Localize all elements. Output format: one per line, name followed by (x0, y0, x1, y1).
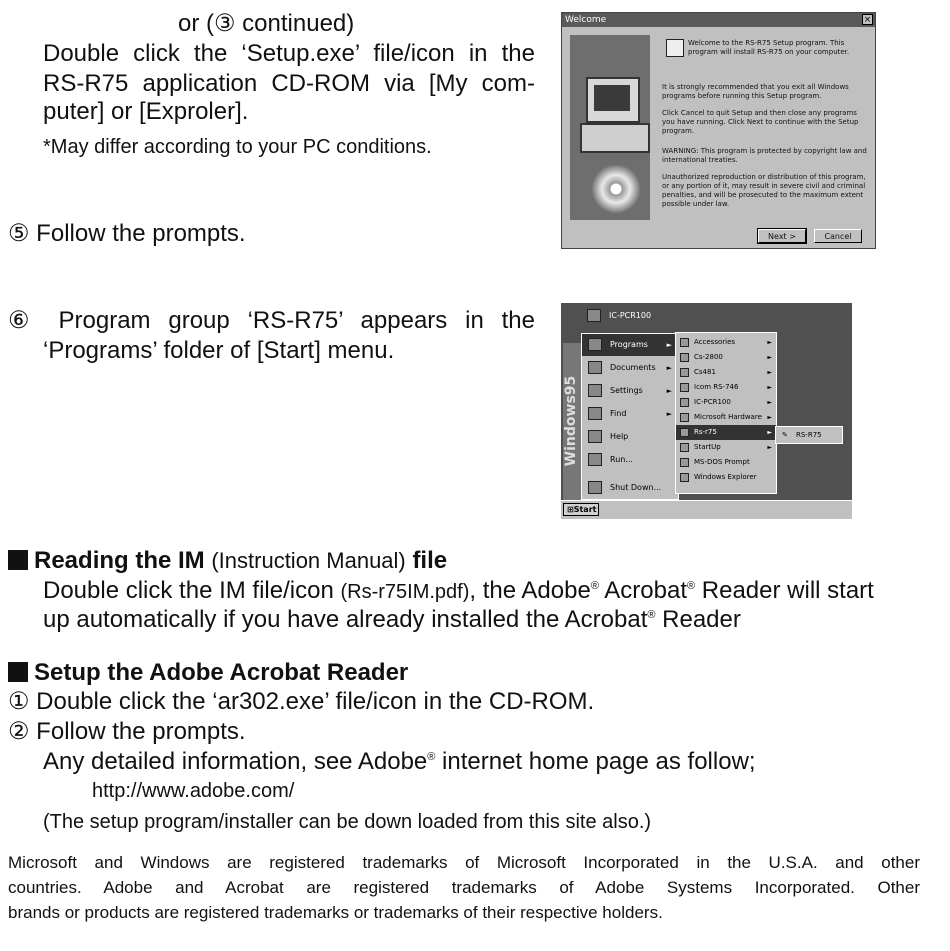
menu-item-settings[interactable]: Settings ► (582, 380, 678, 402)
submenu-item-icom-rs746[interactable]: Icom RS-746 ► (676, 380, 776, 395)
ic-pcr100-icon (587, 309, 601, 322)
close-icon[interactable]: × (863, 15, 872, 25)
menu-item-programs[interactable]: Programs ► (582, 334, 678, 356)
submenu-item-cs481[interactable]: Cs481 ► (676, 365, 776, 380)
reading-line2 (43, 606, 741, 634)
folder-icon (680, 383, 689, 392)
taskbar (561, 500, 852, 519)
step6-line2: ‘Programs’ folder of [Start] menu. (43, 337, 395, 364)
programs-submenu (675, 332, 777, 494)
reading-l1-d: Reader will start (695, 577, 874, 604)
start-menu-panel (581, 333, 679, 500)
footer-line1: Microsoft and Windows are registered trademarks of Microsoft Incorporated in the U.S.A. and other (8, 853, 920, 872)
registered-mark: ® (590, 580, 599, 592)
setup-step2: ② Follow the prompts. (8, 718, 246, 745)
menu-item-documents[interactable]: Documents ► (582, 357, 678, 379)
footer-line2: countries. Adobe and Acrobat are registered trademarks of Adobe Systems Incorporated. Other (8, 878, 920, 897)
submenu-item-windows-explorer[interactable]: Windows Explorer (676, 470, 776, 485)
setup-download-note: (The setup program/installer can be down loaded from this site also.) (43, 811, 652, 833)
adobe-url-link[interactable]: http://www.adobe.com/ (92, 780, 295, 802)
help-icon (588, 430, 602, 443)
reading-title-paren: (Instruction Manual) (211, 548, 406, 573)
folder-icon (680, 413, 689, 422)
find-icon (588, 407, 602, 420)
step3-note: *May differ according to your PC conditions. (43, 136, 432, 158)
dialog-warning-text: WARNING: This program is protected by copyright law and international treaties. (662, 147, 867, 164)
arrow-right-icon: ► (666, 364, 672, 372)
menu-item-find[interactable]: Find ► (582, 403, 678, 425)
explorer-icon (680, 473, 689, 482)
cancel-button[interactable]: Cancel (814, 229, 862, 243)
folder-icon (680, 338, 689, 347)
dialog-title: Welcome (565, 15, 607, 25)
reading-l1-a: Double click the IM file/icon (43, 577, 334, 604)
reading-l2-a: up automatically if you have already installed the Acrobat (43, 606, 648, 633)
documents-icon (588, 361, 602, 374)
reading-l1-b: , the Adobe (469, 577, 591, 604)
reading-line1 (43, 577, 874, 606)
dialog-titlebar (562, 13, 875, 27)
folder-icon (680, 368, 689, 377)
next-button[interactable]: Next > (758, 229, 806, 243)
registered-mark: ® (427, 751, 436, 763)
footer-line3: brands or products are registered trademarks or trademarks of their respective holders. (8, 903, 663, 922)
start-button[interactable]: ⊞Start (563, 503, 599, 516)
section-bullet-icon (8, 662, 28, 682)
arrow-right-icon: ► (767, 429, 772, 436)
dialog-welcome-text: Welcome to the RS-R75 Setup program. This program will install RS-R75 on your computer. (688, 39, 850, 56)
registered-mark: ® (687, 580, 696, 592)
arrow-right-icon: ► (767, 414, 772, 421)
arrow-right-icon: ► (666, 341, 672, 349)
submenu-item-accessories[interactable]: Accessories ► (676, 335, 776, 350)
reading-title-bold: Reading the IM (34, 547, 205, 574)
computer-base-icon (580, 123, 650, 153)
dialog-cancel-text: Click Cancel to quit Setup and then close any programs you have running. Click Next to continue with the Setup program. (662, 109, 859, 135)
arrow-right-icon: ► (767, 384, 772, 391)
submenu-item-ms-dos-prompt[interactable]: MS-DOS Prompt (676, 455, 776, 470)
setup-artwork (570, 35, 650, 220)
submenu-item-ic-pcr100[interactable]: IC-PCR100 ► (676, 395, 776, 410)
submenu-item-rs-r75[interactable]: Rs-r75 ► (676, 425, 776, 440)
folder-icon (680, 353, 689, 362)
setup-computer-icon (666, 39, 684, 57)
start-menu-screenshot (561, 303, 852, 518)
folder-icon (680, 398, 689, 407)
folder-icon (680, 428, 689, 437)
cd-rom-icon (592, 165, 640, 213)
windows-logo-icon: ⊞ (567, 505, 574, 514)
arrow-right-icon: ► (666, 387, 672, 395)
setup-info-line (43, 748, 756, 776)
settings-icon (588, 384, 602, 397)
step6-line1: ⑥ Program group ‘RS-R75’ appears in the (8, 307, 535, 334)
menu-item-shut-down[interactable]: Shut Down... (582, 477, 678, 499)
submenu-item-cs2800[interactable]: Cs-2800 ► (676, 350, 776, 365)
welcome-dialog-screenshot (561, 12, 876, 249)
folder-icon (680, 443, 689, 452)
section-bullet-icon (8, 550, 28, 570)
run-icon (588, 453, 602, 466)
windows95-banner (563, 343, 581, 503)
programs-icon (588, 338, 602, 351)
arrow-right-icon: ► (767, 354, 772, 361)
reading-l1-c: Acrobat (598, 577, 687, 604)
dialog-recommend-text: It is strongly recommended that you exit all Windows programs before running this Setup program. (662, 83, 849, 100)
step3-line3: puter] or [Exproler]. (43, 98, 249, 125)
arrow-right-icon: ► (666, 410, 672, 418)
step3-line2: RS-R75 application CD-ROM via [My com- (43, 70, 535, 97)
submenu-item-startup[interactable]: StartUp ► (676, 440, 776, 455)
reading-title-file: file (412, 547, 448, 574)
setup-info-a: Any detailed information, see Adobe (43, 748, 428, 775)
arrow-right-icon: ► (767, 444, 772, 451)
rs-r75-submenu-item[interactable]: ✎ RS-R75 (775, 426, 843, 444)
submenu-item-microsoft-hardware[interactable]: Microsoft Hardware ► (676, 410, 776, 425)
step3-continued-heading: or (③ continued) (178, 10, 355, 37)
shut-down-icon (588, 481, 602, 494)
arrow-right-icon: ► (767, 399, 772, 406)
reading-l2-b: Reader (655, 606, 741, 633)
menu-item-help[interactable]: Help (582, 426, 678, 448)
menu-item-ic-pcr100[interactable]: IC-PCR100 (581, 305, 661, 327)
im-filename: (Rs-r75IM.pdf) (340, 581, 470, 603)
menu-item-run[interactable]: Run... (582, 449, 678, 471)
monitor-icon (586, 77, 640, 123)
setup-title: Setup the Adobe Acrobat Reader (34, 659, 409, 686)
setup-acrobat-heading (8, 659, 408, 687)
step3-line1: Double click the ‘Setup.exe’ file/icon in the (43, 40, 535, 67)
ms-dos-icon (680, 458, 689, 467)
arrow-right-icon: ► (767, 369, 772, 376)
rs-r75-app-icon: ✎ (782, 431, 788, 439)
banner-text: Windows95 (563, 375, 579, 467)
dialog-legal-text: Unauthorized reproduction or distribution of this program, or any portion of it, may result in severe civil and criminal penalties, and will be prosecuted to the maximum extent possible under law. (662, 173, 866, 208)
registered-mark: ® (647, 609, 656, 621)
reading-im-heading (8, 547, 447, 575)
setup-step1: ① Double click the ‘ar302.exe’ file/icon in the CD-ROM. (8, 688, 595, 715)
arrow-right-icon: ► (767, 339, 772, 346)
step5-text: ⑤ Follow the prompts. (8, 220, 246, 247)
setup-info-b: internet home page as follow; (435, 748, 756, 775)
